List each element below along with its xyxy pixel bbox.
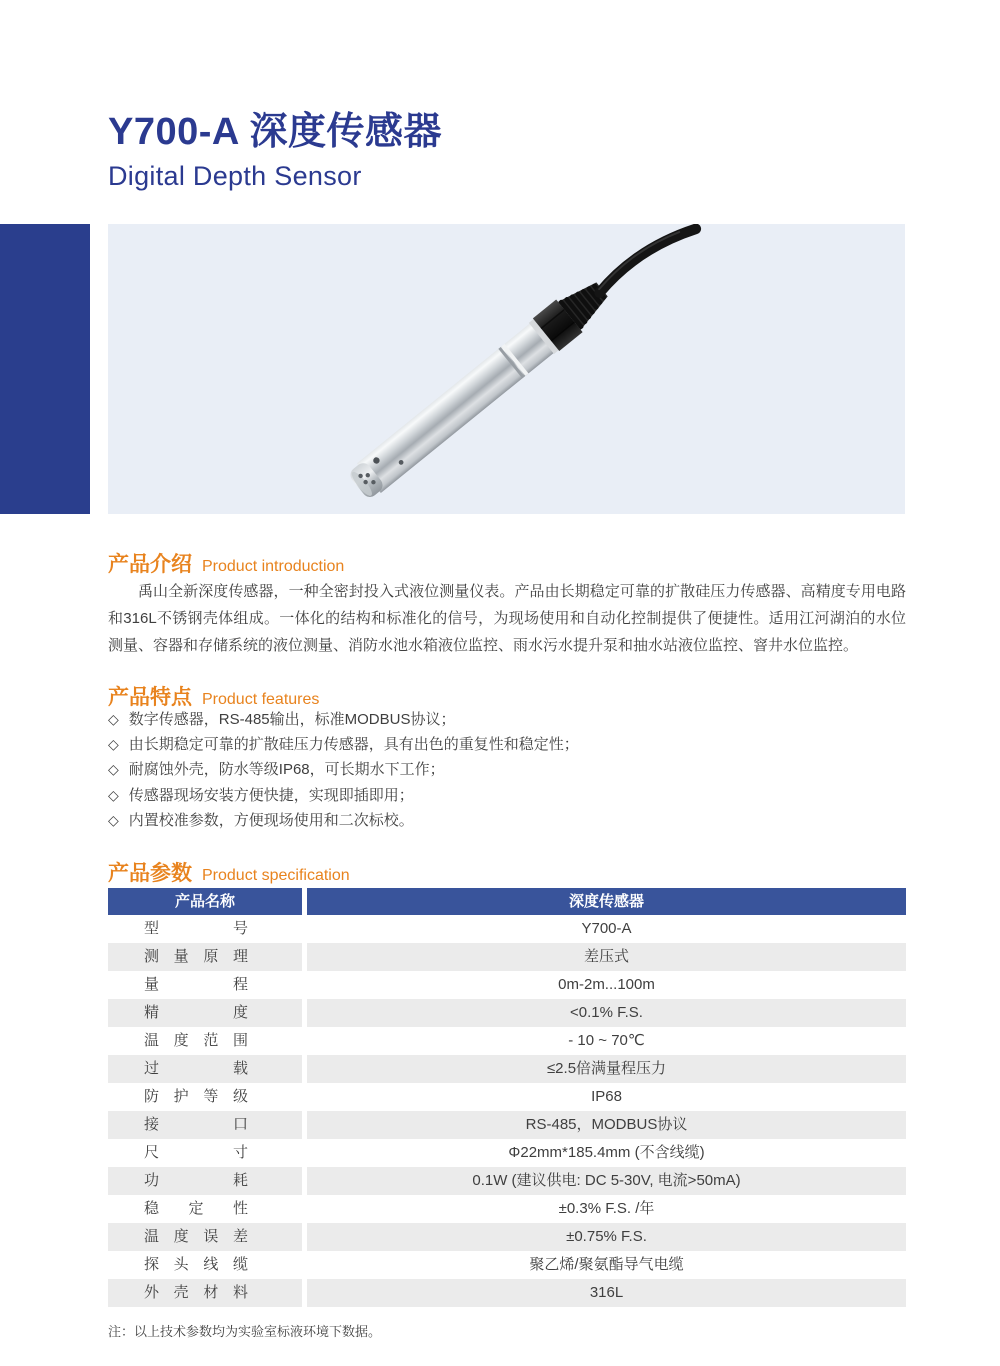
feature-item — [108, 707, 906, 732]
spec-label: 温度误差 — [108, 1223, 302, 1251]
spec-value: ±0.3% F.S. /年 — [558, 1200, 655, 1217]
section-title-en: Product introduction — [202, 558, 345, 575]
feature-item — [108, 783, 906, 808]
spec-label: 功耗 — [108, 1167, 302, 1195]
spec-row — [108, 1251, 906, 1279]
diamond-bullet-icon: ◇ — [108, 711, 119, 727]
spec-label: 温度范围 — [144, 1032, 248, 1049]
depth-sensor-photo — [108, 224, 905, 514]
spec-value: RS-485，MODBUS协议 — [307, 1111, 906, 1139]
spec-value: 差压式 — [307, 943, 906, 971]
feature-text: 数字传感器，RS-485输出，标准MODBUS协议； — [128, 711, 456, 728]
left-accent-bar — [0, 224, 90, 514]
diamond-bullet-icon: ◇ — [108, 761, 119, 778]
spec-row — [108, 1167, 906, 1195]
spec-value: 聚乙烯/聚氨酯导气电缆 — [529, 1256, 684, 1273]
spec-label: 型号 — [144, 920, 248, 937]
spec-row — [108, 1111, 906, 1139]
spec-row — [108, 1139, 906, 1167]
spec-row — [108, 1083, 906, 1111]
title-block — [108, 110, 442, 192]
spec-value: ±0.75% F.S. — [307, 1223, 906, 1251]
section-title-zh: 产品特点 — [108, 686, 192, 709]
spec-row — [108, 1279, 906, 1307]
spec-row — [108, 1055, 906, 1083]
section-title-en: Product features — [202, 691, 320, 708]
spec-label: 测量原理 — [108, 943, 302, 971]
spec-value: ≤2.5倍满量程压力 — [307, 1055, 906, 1083]
feature-item — [108, 732, 906, 757]
page-subtitle: Digital Depth Sensor — [108, 161, 362, 191]
diamond-bullet-icon: ◇ — [108, 811, 119, 828]
diamond-bullet-icon: ◇ — [108, 786, 119, 803]
spec-row — [108, 999, 906, 1027]
feature-text: 传感器现场安装方便快捷，实现即插即用； — [128, 786, 414, 804]
spec-label: 防护等级 — [144, 1088, 248, 1105]
section-head-specification — [108, 857, 350, 887]
spec-label: 接口 — [108, 1111, 302, 1139]
spec-header-name: 产品名称 — [108, 888, 302, 915]
page-title: Y700-A 深度传感器 — [108, 111, 442, 153]
feature-item — [108, 808, 906, 833]
sensor-cable — [597, 224, 696, 301]
spec-row — [108, 915, 906, 943]
section-title-zh: 产品介绍 — [108, 553, 192, 576]
footnote: 注：以上技术参数均为实验室标液环境下数据。 — [108, 1324, 382, 1339]
spec-row — [108, 971, 906, 999]
spec-value: Φ22mm*185.4mm (不含线缆) — [508, 1144, 705, 1161]
features-list — [108, 707, 906, 833]
spec-label: 稳定性 — [144, 1200, 248, 1217]
spec-value: 0.1W (建议供电: DC 5-30V, 电流>50mA) — [307, 1167, 906, 1195]
spec-table-header-row — [108, 888, 906, 915]
spec-value: 316L — [307, 1279, 906, 1307]
spec-row — [108, 1223, 906, 1251]
feature-text: 由长期稳定可靠的扩散硅压力传感器，具有出色的重复性和稳定性； — [128, 736, 579, 754]
feature-text: 耐腐蚀外壳，防水等级IP68，可长期水下工作； — [128, 761, 445, 779]
section-title-en: Product specification — [202, 867, 350, 884]
section-head-introduction — [108, 548, 344, 578]
spec-value: Y700-A — [581, 920, 632, 937]
spec-row — [108, 1027, 906, 1055]
spec-table — [108, 888, 906, 1307]
spec-label: 探头线缆 — [144, 1256, 248, 1273]
spec-label: 精度 — [108, 999, 302, 1027]
introduction-paragraph: 禹山全新深度传感器，一种全密封投入式液位测量仪表。产品由长期稳定可靠的扩散硅压力传感器、高精度专用电路和316L不锈钢壳体组成。一体化的结构和标准化的信号，为现场使用和自动化控制提供了便捷性。适用江河湖泊的水位测量、容器和存储系统的液位测量、消防水池水箱液位监控、雨水污水提升泵和抽水站液位监控、窨井水位监控。 — [108, 583, 906, 654]
spec-row — [108, 943, 906, 971]
spec-value: - 10 ~ 70℃ — [568, 1032, 645, 1049]
sensor-probe-group — [345, 224, 702, 503]
section-title-zh: 产品参数 — [108, 862, 192, 885]
diamond-bullet-icon: ◇ — [108, 736, 119, 753]
spec-label: 量程 — [144, 976, 248, 993]
feature-text: 内置校准参数，方便现场使用和二次标校。 — [128, 811, 414, 829]
feature-item — [108, 757, 906, 782]
spec-label: 外壳材料 — [108, 1279, 302, 1307]
spec-value: 0m-2m...100m — [558, 976, 655, 993]
spec-row — [108, 1195, 906, 1223]
spec-label: 尺寸 — [144, 1144, 248, 1161]
spec-header-value: 深度传感器 — [307, 888, 906, 915]
spec-value: IP68 — [591, 1088, 622, 1105]
spec-label: 过载 — [108, 1055, 302, 1083]
product-photo-panel — [108, 224, 905, 514]
sensor-body — [357, 320, 558, 493]
spec-value: <0.1% F.S. — [307, 999, 906, 1027]
spec-table-body — [108, 915, 906, 1307]
